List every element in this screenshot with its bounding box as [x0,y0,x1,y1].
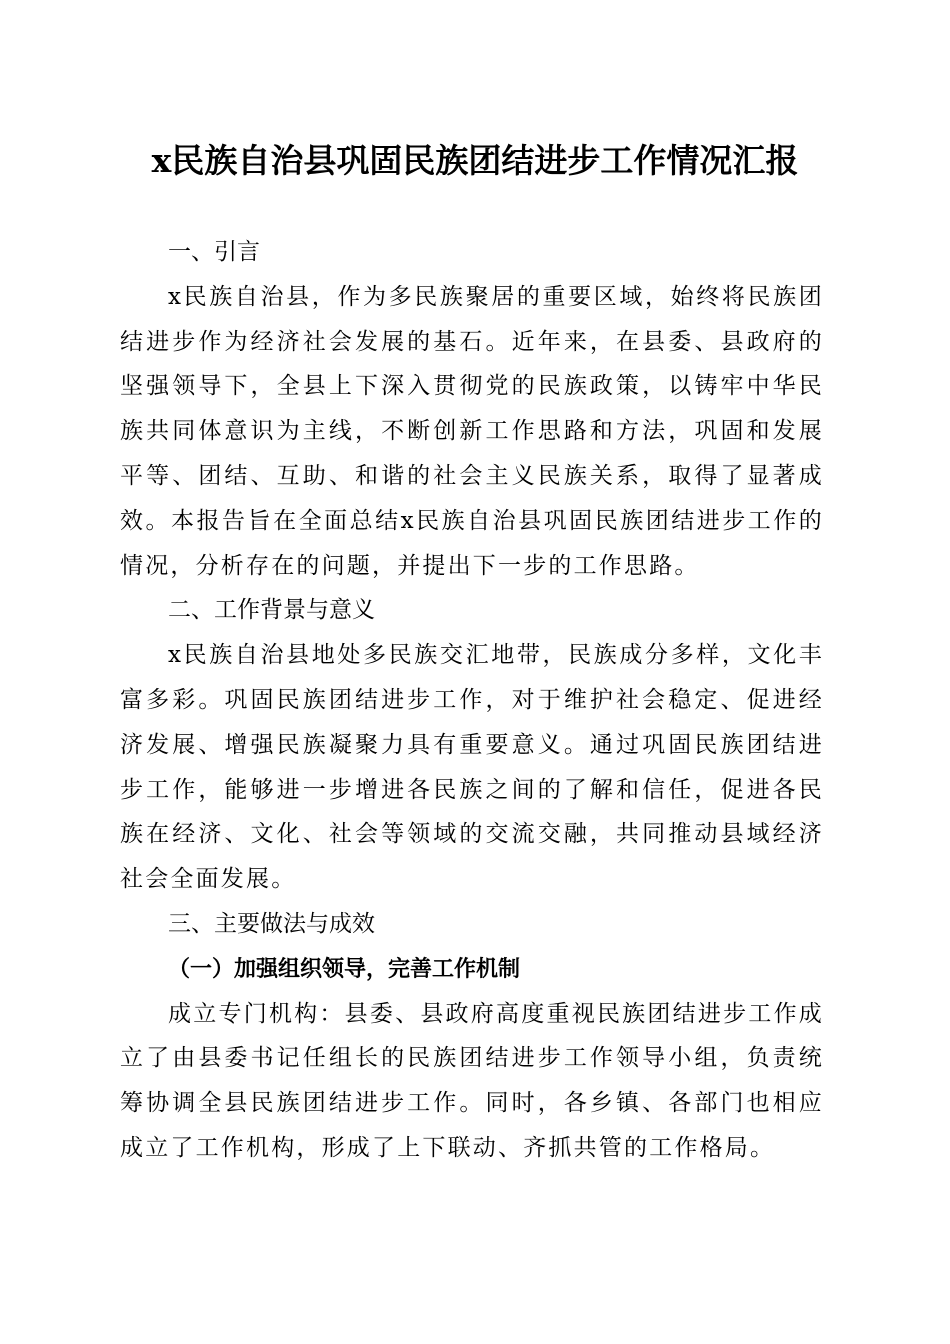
section-heading-measures: 三、主要做法与成效 [168,910,375,937]
section-heading-introduction: 一、引言 [168,239,260,265]
document-body [120,230,824,1171]
subsection-heading-leadership: （一）加强组织领导，完善工作机制 [168,955,521,982]
introduction-paragraph: x民族自治县，作为多民族聚居的重要区域，始终将民族团结进步作为经济社会发展的基石。近年来，在县委、县政府的坚强领导下，全县上下深入贯彻党的民族政策，以铸牢中华民族共同体意识为主线，不断创新工作思路和方法，巩固和发展平等、团结、互助、和谐的社会主义民族关系，取得了显著成效。本报告旨在全面总结x民族自治县巩固民族团结进步工作的情况，分析存在的问题，并提出下一步的工作思路。 [120,283,824,579]
leadership-paragraph: 成立专门机构：县委、县政府高度重视民族团结进步工作成立了由县委书记任组长的民族团结进步工作领导小组，负责统筹协调全县民族团结进步工作。同时，各乡镇、各部门也相应成立了工作机构，形成了上下联动、齐抓共管的工作格局。 [120,1000,824,1161]
background-paragraph: x民族自治县地处多民族交汇地带，民族成分多样，文化丰富多彩。巩固民族团结进步工作，对于维护社会稳定、促进经济发展、增强民族凝聚力具有重要意义。通过巩固民族团结进步工作，能够进一步增进各民族之间的了解和信任，促进各民族在经济、文化、社会等领域的交流交融，共同推动县域经济社会全面发展。 [120,642,824,893]
section-heading-background: 二、工作背景与意义 [168,597,375,624]
document-title: x民族自治县巩固民族团结进步工作情况汇报 [151,141,799,180]
